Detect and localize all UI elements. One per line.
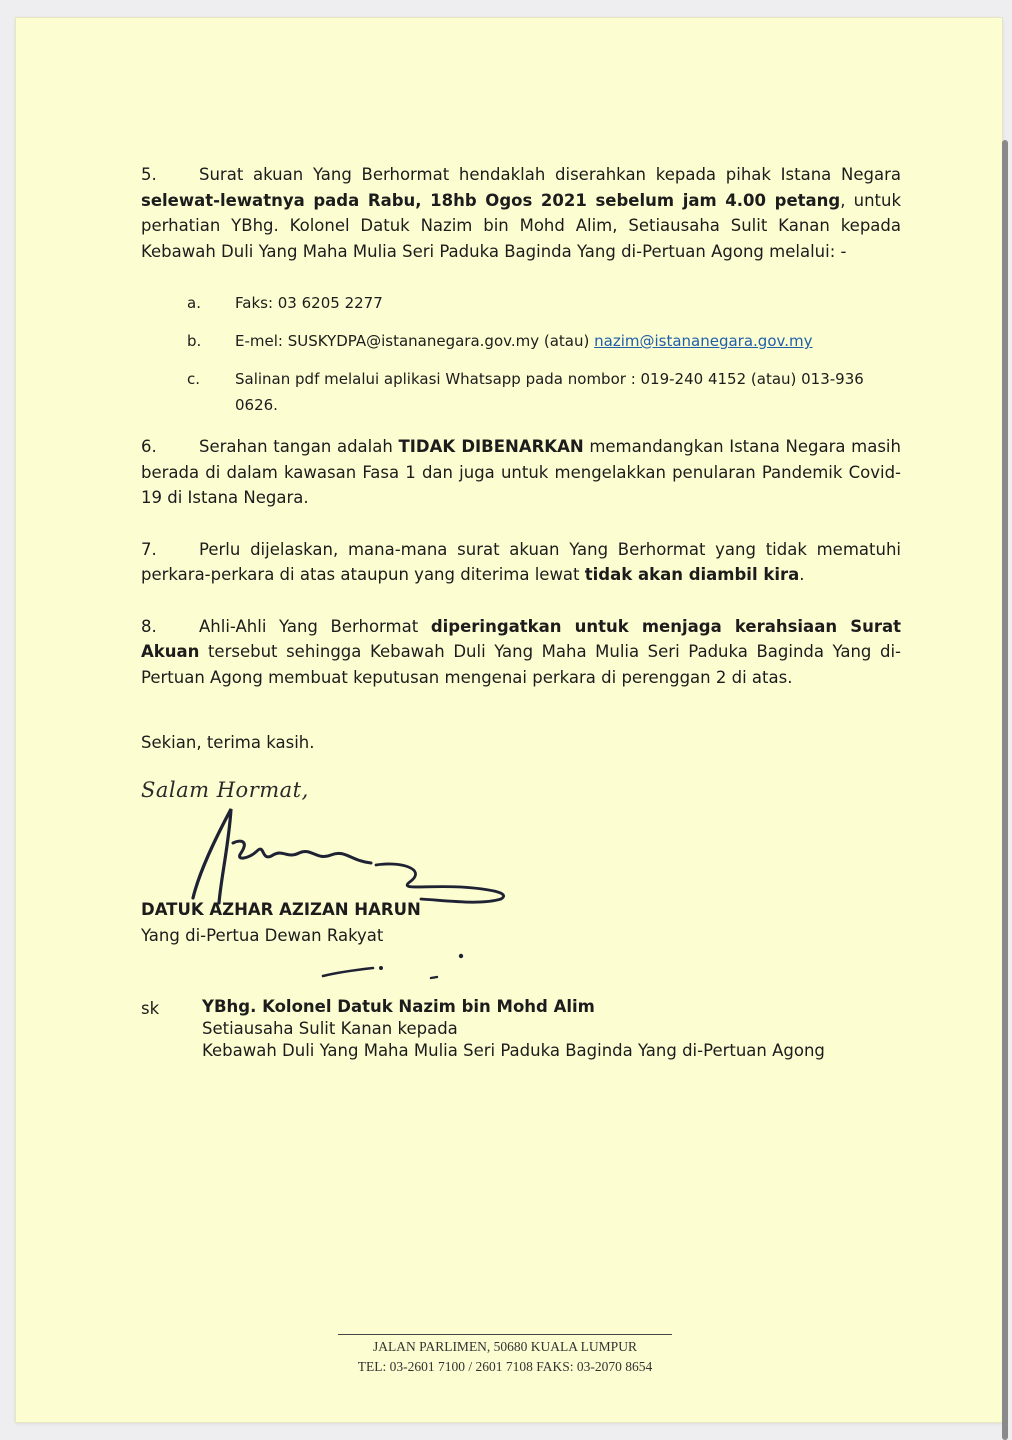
copy-recipient-line: Setiausaha Sulit Kanan kepada — [202, 1019, 458, 1038]
submission-methods-list — [141, 290, 901, 418]
paragraph-text: tersebut sehingga Kebawah Duli Yang Maha Mulia Seri Paduka Baginda Yang di-Pertuan Agong membuat keputusan mengenai perkara di perenggan 2 di atas. — [141, 642, 901, 687]
list-item-label: c. — [187, 370, 201, 388]
email-link[interactable]: nazim@istananegara.gov.my — [594, 332, 813, 350]
ink-marks — [141, 948, 901, 988]
copy-recipient-details — [202, 996, 901, 1062]
paragraph-8 — [141, 614, 901, 691]
paragraph-number: 6. — [141, 437, 157, 456]
signature-image — [161, 803, 521, 913]
paragraph-bold-text: selewat-lewatnya pada Rabu, 18hb Ogos 2021 sebelum jam 4.00 petang — [141, 190, 841, 210]
paragraph-number: 7. — [141, 539, 157, 559]
paragraph-number: 8. — [141, 616, 157, 636]
list-item-text: Faks: 03 6205 2277 — [235, 294, 383, 312]
paragraph-text: Surat akuan Yang Berhormat hendaklah diserahkan kepada pihak Istana Negara — [199, 165, 901, 184]
copy-recipient-line: Kebawah Duli Yang Maha Mulia Seri Paduka Baginda Yang di-Pertuan Agong — [202, 1041, 825, 1060]
list-item-label: a. — [187, 294, 201, 312]
ink-strokes-image — [141, 948, 501, 988]
list-item-text: Salinan pdf melalui aplikasi Whatsapp pada nombor : 019-240 4152 (atau) 013-936 0626. — [235, 370, 864, 414]
list-item-whatsapp — [141, 366, 901, 418]
paragraph-text: . — [799, 565, 805, 584]
paragraph-bold-text: TIDAK DIBENARKAN — [398, 437, 584, 456]
footer-divider — [338, 1334, 672, 1335]
signature-area — [141, 803, 901, 897]
signatory-title: Yang di-Pertua Dewan Rakyat — [141, 925, 384, 945]
paragraph-5 — [141, 162, 901, 264]
paragraph-text: Serahan tangan adalah — [199, 437, 399, 456]
vertical-scrollbar[interactable] — [1002, 140, 1008, 1440]
list-item-fax — [141, 290, 901, 316]
paragraph-bold-text: diperingatkan untuk menjaga kerahsiaan Surat Akuan — [141, 616, 901, 661]
list-item-label: b. — [187, 332, 202, 350]
paragraph-text: Ahli-Ahli Yang Berhormat — [199, 616, 431, 636]
paragraph-7 — [141, 537, 901, 588]
copy-label: sk — [141, 999, 160, 1018]
signatory-name: DATUK AZHAR AZIZAN HARUN — [141, 900, 421, 919]
letter-footer — [338, 1334, 672, 1377]
footer-contact: TEL: 03-2601 7100 / 2601 7108 FAKS: 03-2070 8654 — [357, 1359, 653, 1374]
paragraph-6 — [141, 434, 901, 511]
copy-recipient-name: YBhg. Kolonel Datuk Nazim bin Mohd Alim — [202, 997, 595, 1016]
paragraph-bold-text: tidak akan diambil kira — [584, 565, 800, 584]
copy-recipient — [141, 996, 901, 1062]
paragraph-text: , untuk perhatian YBhg. Kolonel Datuk Nazim bin Mohd Alim, Setiausaha Sulit Kanan kepada Kebawah Duli Yang Maha Mulia Seri Paduka Baginda Yang di-Pertuan Agong melalui: - — [141, 190, 902, 261]
paragraph-text: Perlu dijelaskan, mana-mana surat akuan Yang Berhormat yang tidak mematuhi perkara-perkara di atas ataupun yang diterima lewat — [141, 539, 901, 584]
letter-body — [141, 162, 901, 1062]
list-item-text: E-mel: SUSKYDPA@istananegara.gov.my (atau) — [235, 332, 595, 350]
salutation: Salam Hormat, — [141, 777, 309, 802]
paragraph-number: 5. — [141, 165, 157, 184]
closing-line: Sekian, terima kasih. — [141, 733, 315, 752]
paragraph-text: memandangkan Istana Negara masih berada di dalam kawasan Fasa 1 dan juga untuk mengelakkan penularan Pandemik Covid-19 di Istana Negara. — [141, 437, 901, 507]
footer-address: JALAN PARLIMEN, 50680 KUALA LUMPUR — [373, 1339, 637, 1354]
list-item-email — [141, 328, 901, 354]
